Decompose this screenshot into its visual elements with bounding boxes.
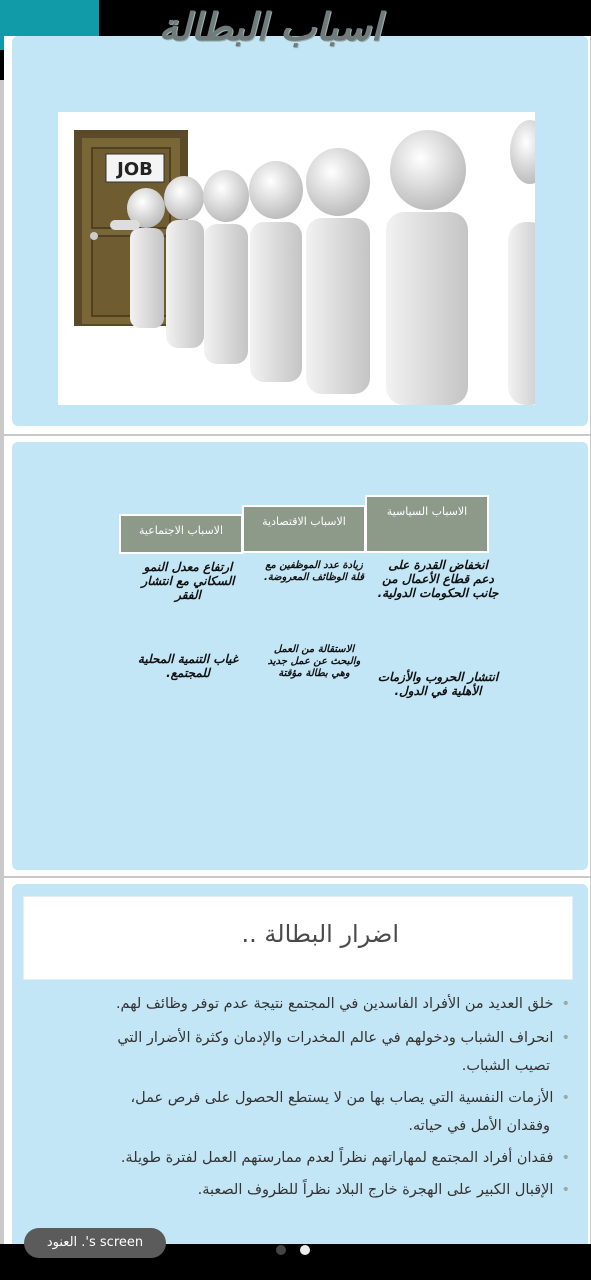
political-cause-2: انتشار الحروب والأزمات الأهلية في الدول. [377, 670, 499, 698]
job-queue-illustration [58, 112, 535, 405]
political-cause-1: انخفاض القدرة على دعم قطاع الأعمال من جانب الحكومات الدولية. [377, 558, 499, 600]
list-item-continuation: وفقدان الأمل في حياته. [408, 1118, 550, 1134]
header-economic-causes: الاسباب الاقتصادية [242, 505, 366, 553]
list-item: •خلق العديد من الأفراد الفاسدين في المجتمع نتيجة عدم توفر وظائف لهم. [115, 996, 570, 1012]
screen-share-pill[interactable]: العنود .'s screen [24, 1228, 166, 1258]
list-item: •الأزمات النفسية التي يصاب بها من لا يستطع الحصول على فرص عمل، [130, 1090, 570, 1106]
slide-3-title: اضرار البطالة .. [241, 920, 399, 948]
economic-cause-1: زيادة عدد الموظفين مع قلة الوظائف المعروضة. [264, 560, 364, 583]
page-indicator-dot-active[interactable] [300, 1245, 310, 1255]
social-cause-2: غياب التنمية المحلية للمجتمع. [137, 652, 239, 680]
economic-cause-2: الاستقالة من العمل والبحث عن عمل جديد وهي بطالة مؤقتة [267, 644, 361, 679]
header-social-causes: الاسباب الاجتماعية [119, 514, 243, 554]
list-item: •انحراف الشباب ودخولهم في عالم المخدرات والإدمان وكثرة الأضرار التي [117, 1030, 570, 1046]
list-item: •الإقبال الكبير على الهجرة خارج البلاد نظراً للظروف الصعبة. [197, 1182, 570, 1198]
door-sign-text: JOB [117, 159, 153, 180]
social-cause-1: ارتفاع معدل النمو السكاني مع انتشار الفقر [141, 560, 235, 602]
header-political-causes: الاسباب السياسية [365, 495, 489, 553]
page-indicator-dot[interactable] [276, 1245, 286, 1255]
list-item-continuation: تصيب الشباب. [461, 1058, 550, 1074]
list-item: •فقدان أفراد المجتمع لمهاراتهم نظراً لعدم ممارستهم العمل لفترة طويلة. [120, 1150, 570, 1166]
slide-1-title: اسباب البطالة [158, 4, 382, 49]
